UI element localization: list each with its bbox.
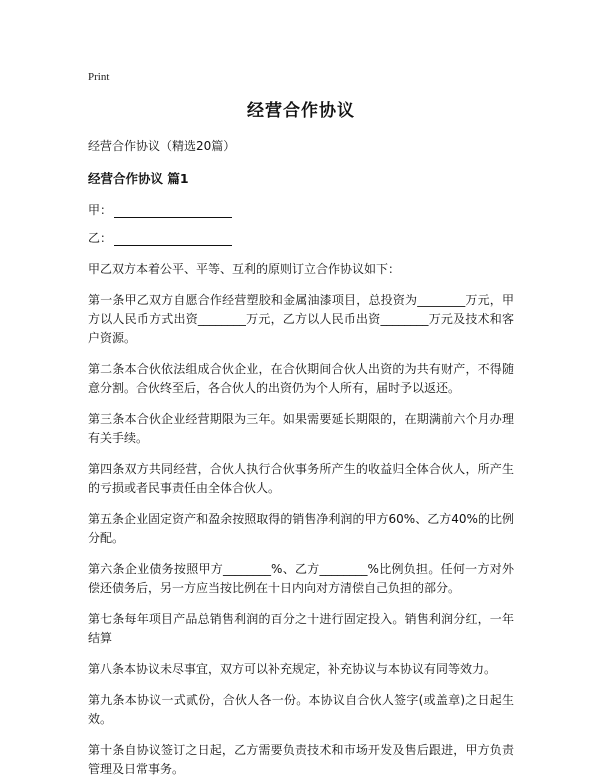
party-b-blank (114, 233, 232, 246)
section-title: 经营合作协议 篇1 (88, 171, 189, 186)
paragraph-article-10: 第十条自协议签订之日起，乙方需要负责技术和市场开发及售后跟进，甲方负责管理及日常事务。 (88, 743, 514, 776)
document-subtitle: 经营合作协议（精选20篇） (88, 139, 236, 153)
party-a-label: 甲： (88, 203, 113, 217)
party-b-line (88, 230, 514, 246)
party-b-label: 乙： (88, 231, 113, 245)
paragraph-article-3: 第三条本合伙企业经营期限为三年。如果需要延长期限的，在期满前六个月办理有关手续。 (88, 412, 514, 445)
party-a-blank (114, 205, 232, 218)
paragraph-intro: 甲乙双方本着公平、平等、互利的原则订立合作协议如下： (88, 262, 401, 276)
paragraph-article-2: 第二条本合伙依法组成合伙企业，在合伙期间合伙人出资的为共有财产，不得随意分割。合伙终至后，各合伙人的出资仍为个人所有，届时予以返还。 (88, 362, 514, 395)
print-label: Print (88, 71, 110, 83)
paragraph-article-9: 第九条本协议一式贰份，合伙人各一份。本协议自合伙人签字(或盖章)之日起生效。 (88, 693, 514, 726)
paragraph-article-5: 第五条企业固定资产和盈余按照取得的销售净利润的甲方60%、乙方40%的比例分配。 (88, 512, 514, 545)
paragraph-article-6: 第六条企业债务按照甲方________%、乙方________%比例负担。任何一方对外偿还债务后，另一方应当按比例在十日内向对方清偿自己负担的部分。 (88, 562, 514, 595)
party-a-line (88, 202, 514, 218)
paragraph-article-1: 第一条甲乙双方自愿合作经营塑胶和金属油漆项目，总投资为________万元，甲方以人民币方式出资________万元，乙方以人民币出资________万元及技术和客户资源。 (88, 293, 514, 345)
paragraph-article-8: 第八条本协议未尽事宜，双方可以补充规定，补充协议与本协议有同等效力。 (88, 662, 497, 676)
paragraph-article-7: 第七条每年项目产品总销售利润的百分之十进行固定投入。销售利润分红，一年结算 (88, 612, 514, 645)
document-title: 经营合作协议 (247, 101, 355, 121)
paragraph-article-4: 第四条双方共同经营，合伙人执行合伙事务所产生的收益归全体合伙人，所产生的亏损或者民事责任由全体合伙人。 (88, 462, 514, 495)
